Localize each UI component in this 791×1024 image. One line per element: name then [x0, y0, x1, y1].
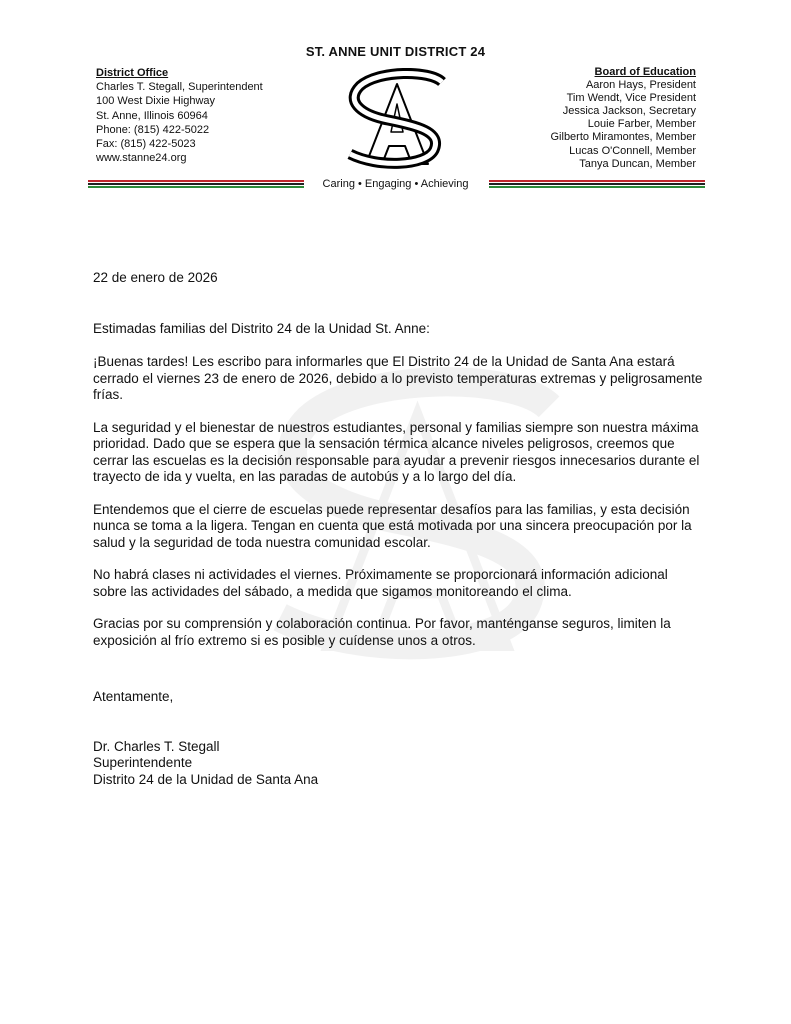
board-member: Jessica Jackson, Secretary	[562, 105, 696, 118]
right-color-stripes	[489, 180, 705, 189]
signature-block	[93, 739, 703, 789]
board-member: Aaron Hays, President	[585, 79, 696, 92]
letter-paragraph: Entendemos que el cierre de escuelas puede representar desafíos para las familias, y esta decisión nunca se toma a la ligera. Tengan en cuenta que está motivada por una sincera preocupación por la salud y la seguridad de toda nuestra comunidad escolar.	[93, 501, 692, 550]
letter-paragraph: Gracias por su comprensión y colaboración continua. Por favor, manténganse seguros, limiten la exposición al frío extremo si es posible y cuídense unos a otros.	[93, 616, 671, 648]
office-street: 100 West Dixie Highway	[96, 95, 216, 108]
district-office-block	[96, 66, 263, 165]
letter-paragraph: La seguridad y el bienestar de nuestros estudiantes, personal y familias siempre son nuestra máxima prioridad. Dado que se espera que la sensación térmica alcance niveles peligrosos, creemos que cerrar las escuelas es la decisión responsable para ayudar a prevenir riesgos innecesarios durante el trayecto de ida y vuelta, en las paradas de autobús y a lo largo del día.	[93, 419, 700, 484]
office-website[interactable]: www.stanne24.org	[96, 152, 187, 165]
office-phone: Phone: (815) 422-5022	[96, 123, 210, 136]
district-logo	[338, 68, 456, 170]
office-city: St. Anne, Illinois 60964	[96, 109, 208, 122]
district-title: ST. ANNE UNIT DISTRICT 24	[305, 44, 486, 59]
office-fax: Fax: (815) 422-5023	[96, 138, 196, 151]
letter-date: 22 de enero de 2026	[93, 270, 218, 285]
signature-organization: Distrito 24 de la Unidad de Santa Ana	[93, 771, 319, 787]
board-member: Louie Farber, Member	[587, 118, 696, 131]
letter-paragraph: No habrá clases ni actividades el viernes. Próximamente se proporcionará información adicional sobre las actividades del sábado, a medida que sigamos monitoreando el clima.	[93, 567, 668, 599]
board-member: Gilberto Miramontes, Member	[550, 131, 696, 144]
letter-salutation: Estimadas familias del Distrito 24 de la Unidad St. Anne:	[93, 320, 430, 336]
board-heading: Board of Education	[594, 66, 696, 78]
board-member: Lucas O'Connell, Member	[569, 144, 696, 157]
office-name: Charles T. Stegall, Superintendent	[96, 81, 263, 94]
board-member: Tim Wendt, Vice President	[566, 92, 696, 105]
board-member: Tanya Duncan, Member	[579, 157, 696, 170]
letter-paragraph: ¡Buenas tardes! Les escribo para informarles que El Distrito 24 de la Unidad de Santa Ana estará cerrado el viernes 23 de enero de 2026, debido a lo previsto temperaturas extremas y peligrosamente frías.	[93, 354, 703, 402]
letter-body	[93, 270, 703, 788]
board-of-education-block	[551, 66, 697, 171]
signature-title: Superintendente	[93, 755, 193, 770]
signature-name: Dr. Charles T. Stegall	[93, 738, 220, 754]
letter-closing: Atentamente,	[93, 689, 174, 704]
district-office-heading: District Office	[96, 67, 169, 79]
district-tagline: Caring • Engaging • Achieving	[322, 178, 469, 190]
